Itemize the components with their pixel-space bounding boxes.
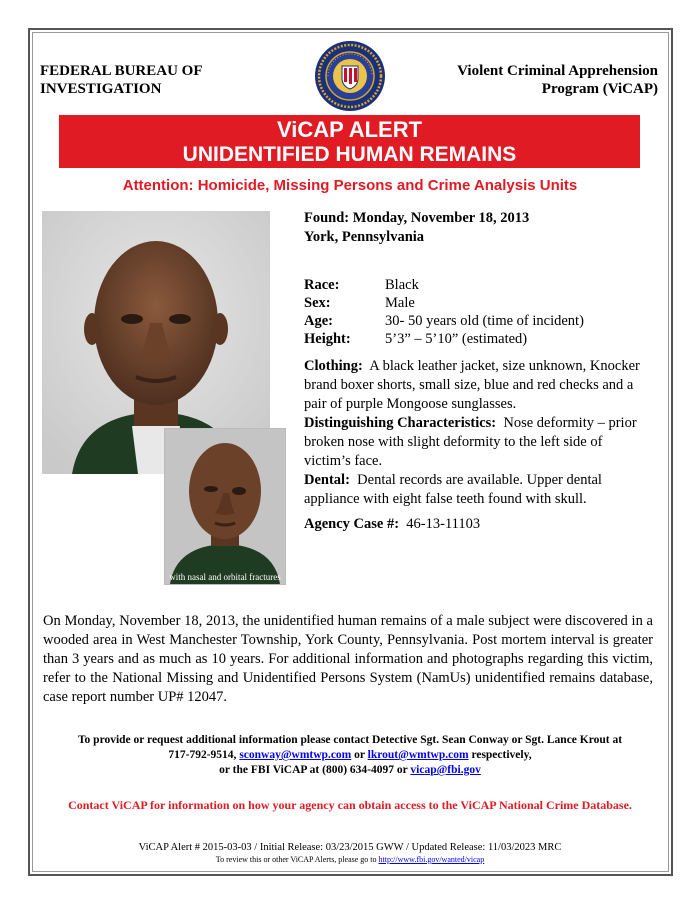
- detail-row: [304, 312, 584, 330]
- found-info: [304, 209, 529, 247]
- contact-line1: To provide or request additional information please contact Detective Sgt. Sean Conway or Sgt. Lance Krout at: [77, 734, 623, 746]
- case-label: Agency Case #:: [304, 516, 400, 532]
- facial-reconstruction-fractures-photo: [164, 428, 286, 585]
- header-right-line2: Program (ViCAP): [541, 81, 658, 97]
- header-left-line2: INVESTIGATION: [40, 81, 162, 97]
- email-link-conway[interactable]: sconway@wmtwp.com: [239, 749, 352, 761]
- distinguishing-text: Nose deformity – prior broken nose with slight deformity to the left side of victim’s face.: [304, 415, 637, 469]
- contact-line2: [40, 748, 660, 763]
- summary-paragraph: On Monday, November 18, 2013, the unidentified human remains of a male subject were discovered in a wooded area in West Manchester Township, York County, Pennsylvania. Post mortem interval is greater than 3 years and as much as 10 years. For additional information and photographs regarding this victim, refer to the National Missing and Unidentified Persons System (NamUs) unidentified remains database, case report number UP# 12047.: [43, 613, 653, 705]
- banner-title: ViCAP ALERT: [276, 117, 423, 142]
- detail-row: [304, 276, 584, 294]
- clothing-paragraph: [304, 357, 649, 414]
- access-notice: Contact ViCAP for information on how your agency can obtain access to the ViCAP National Crime Database.: [68, 798, 632, 812]
- detail-value: Black: [385, 277, 419, 293]
- contact-respectively: respectively,: [471, 749, 532, 761]
- vicap-url-link[interactable]: http://www.fbi.gov/wanted/vicap: [378, 855, 485, 864]
- detail-row: [304, 330, 584, 348]
- clothing-text: A black leather jacket, size unknown, Knocker brand boxer shorts, small size, blue and red checks and a pair of purple Mongoose sunglasses.: [304, 358, 640, 412]
- found-date: Found: Monday, November 18, 2013: [304, 210, 530, 226]
- contact-fbi-prefix: or the FBI ViCAP at (800) 634-4097 or: [219, 764, 408, 776]
- clothing-label: Clothing:: [304, 358, 363, 374]
- dental-label: Dental:: [304, 472, 350, 488]
- dental-paragraph: [304, 471, 649, 509]
- detail-row: [304, 294, 584, 312]
- email-link-krout[interactable]: lkrout@wmtwp.com: [367, 749, 469, 761]
- banner-subtitle: UNIDENTIFIED HUMAN REMAINS: [182, 143, 517, 166]
- detail-value: 5’3” – 5’10” (estimated): [385, 331, 528, 347]
- case-number: 46-13-11103: [406, 516, 481, 532]
- detail-label: Race:: [304, 277, 340, 293]
- header-agency: [40, 62, 203, 98]
- agency-case: [304, 515, 649, 534]
- distinguishing-label: Distinguishing Characteristics:: [304, 415, 497, 431]
- contact-phone: 717-792-9514,: [168, 749, 237, 761]
- dental-text: Dental records are available. Upper dental appliance with eight false teeth found with skull.: [304, 472, 602, 507]
- face-portrait-small-icon: [165, 429, 285, 584]
- footer-review-line: [0, 854, 700, 866]
- photo-caption: with nasal and orbital fractures: [169, 572, 281, 582]
- footer-alert-line: ViCAP Alert # 2015-03-03 / Initial Release: 03/23/2015 GWW / Updated Release: 11/03/2023 MRC: [138, 842, 562, 853]
- found-place: York, Pennsylvania: [304, 229, 425, 245]
- detail-label: Sex:: [304, 295, 331, 311]
- header-program: [457, 62, 658, 98]
- detail-label: Height:: [304, 331, 351, 347]
- fbi-seal-icon: [314, 40, 386, 112]
- header-right-line1: Violent Criminal Apprehension: [457, 63, 658, 79]
- alert-banner: [59, 115, 640, 168]
- header-left-line1: FEDERAL BUREAU OF: [40, 63, 203, 79]
- detail-label: Age:: [304, 313, 333, 329]
- distinguishing-paragraph: [304, 414, 649, 471]
- contact-line3: [40, 763, 660, 778]
- detail-value: Male: [385, 295, 415, 311]
- detail-value: 30- 50 years old (time of incident): [385, 313, 584, 329]
- contact-or: or: [354, 749, 365, 761]
- victim-description: [304, 357, 649, 534]
- victim-details: [304, 276, 584, 348]
- footer: [0, 842, 700, 866]
- contact-info: [40, 733, 660, 778]
- attention-line: Attention: Homicide, Missing Persons and Crime Analysis Units: [122, 177, 578, 194]
- email-link-vicap[interactable]: vicap@fbi.gov: [410, 764, 481, 776]
- footer-review-prefix: To review this or other ViCAP Alerts, please go to: [215, 855, 377, 864]
